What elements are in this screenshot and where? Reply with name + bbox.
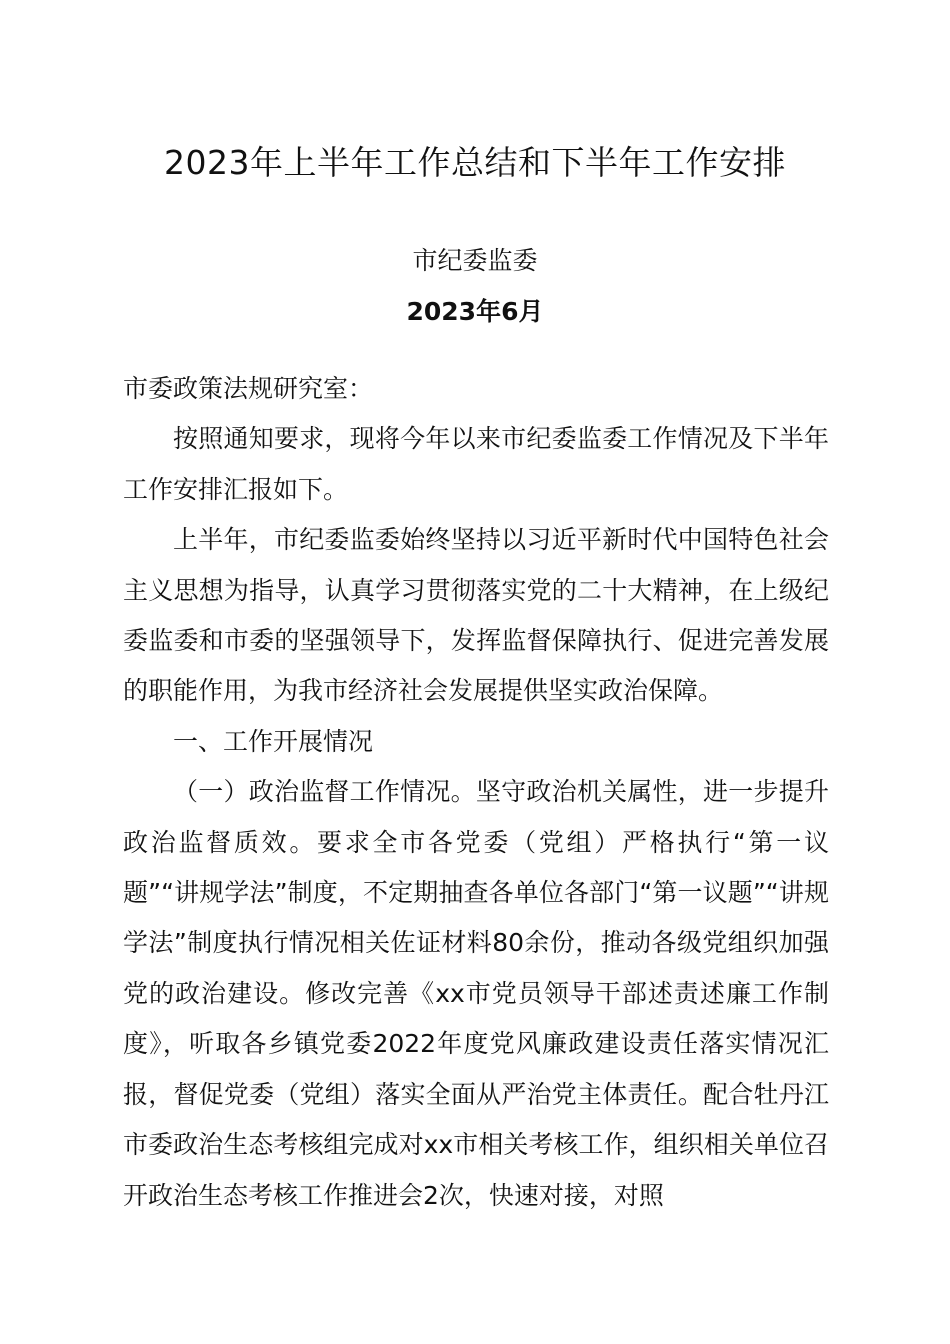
section-heading: 一、工作开展情况 (173, 726, 374, 756)
body-paragraph: （一）政治监督工作情况。坚守政治机关属性，进一步提升政治监督质效。要求全市各党委（党组）严格执行“第一议题”“讲规学法”制度，不定期抽查各单位各部门“第一议题”“讲规学法”制度执行情况相关佐证材料80余份，推动各级党组织加强党的政治建设。修改完善《xx市党员领导干部述责述廉工作制度》，听取各乡镇党委2022年度党风廉政建设责任落实情况汇报，督促党委（党组）落实全面从严治党主体责任。配合牡丹江市委政治生态考核组完成对xx市相关考核工作，组织相关单位召开政治生态考核工作推进会2次，快速对接，对照 (123, 777, 829, 1210)
document-date: 2023年6月 (406, 297, 544, 326)
body-paragraph: 按照通知要求，现将今年以来市纪委监委工作情况及下半年工作安排汇报如下。 (123, 424, 829, 504)
document-title: 2023年上半年工作总结和下半年工作安排 (164, 143, 786, 182)
salutation: 市委政策法规研究室： (123, 374, 374, 403)
body-paragraph: 上半年，市纪委监委始终坚持以习近平新时代中国特色社会主义思想为指导，认真学习贯彻落实党的二十大精神，在上级纪委监委和市委的坚强领导下，发挥监督保障执行、促进完善发展的职能作用，为我市经济社会发展提供坚实政治保障。 (123, 525, 829, 706)
issuing-organization: 市纪委监委 (412, 246, 538, 275)
document-body (123, 364, 829, 1221)
